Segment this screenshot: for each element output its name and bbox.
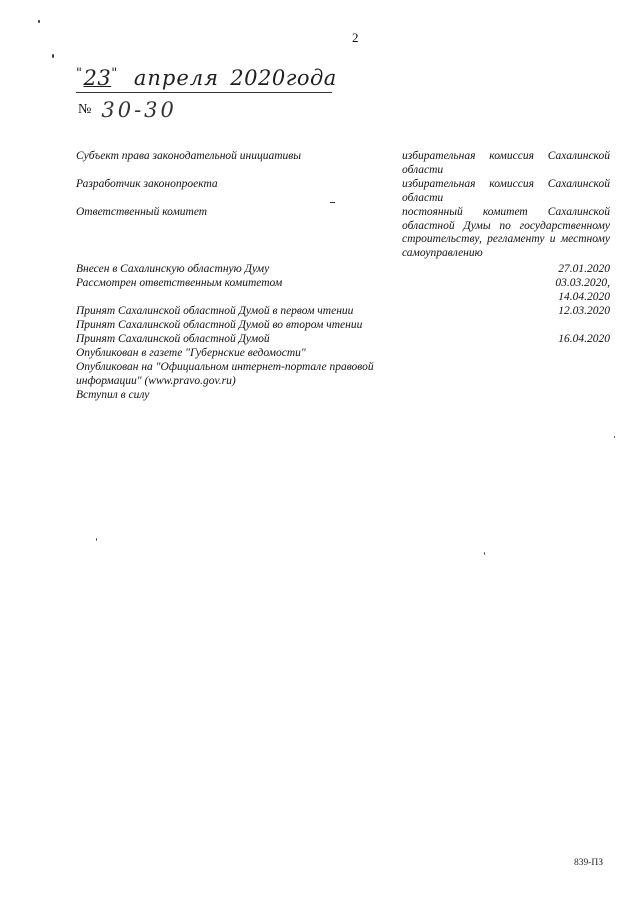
row-label: Рассмотрен ответственным комитетом [76,277,283,289]
date-underline [76,92,332,93]
row-label: Принят Сахалинской областной Думой во втором чтении [76,319,363,331]
scan-speck [330,202,335,203]
row-label: Внесен в Сахалинскую областную Думу [76,263,270,275]
handwritten-day: 23 [83,66,112,90]
handwritten-year: 2020года [230,66,337,90]
row-date: 16.04.2020 [558,333,610,345]
number-sign: № [78,102,92,117]
scan-speck [484,552,485,555]
handwritten-number: 30-30 [101,98,177,122]
row-label: Субъект права законодательной инициативы [76,150,302,162]
row-date: 27.01.2020 [558,263,610,275]
row-label: Принят Сахалинской областной Думой в первом чтении [76,305,354,317]
document-number [78,98,177,122]
quote-close: " [111,66,118,81]
row-label: Ответственный комитет [76,206,208,218]
row-label: Принят Сахалинской областной Думой [76,333,270,345]
row-label: Опубликован в газете "Губернские ведомости" [76,347,306,359]
scan-speck [38,20,40,23]
row-date: 12.03.2020 [558,305,610,317]
row-value: избирательная комиссия Сахалинской области [402,150,610,176]
page-number: 2 [352,30,359,45]
row-value: избирательная комиссия Сахалинской области [402,178,610,204]
row-label: Опубликован на "Официальном интернет-портале правовой информации" (www.pravo.gov.ru) [76,361,374,387]
row-label: Вступил в силу [76,389,150,401]
row-label: Разработчик законопроекта [76,178,218,190]
row-value: постоянный комитет Сахалинской областной Думы по государственному строительству, регламенту и местному самоуправлению [402,206,610,259]
handwritten-month: апреля [133,66,220,90]
scan-speck [52,54,54,58]
scan-speck [96,538,97,541]
row-date: 03.03.2020, [555,277,610,289]
quote-open: " [76,66,83,81]
scan-speck [614,436,615,438]
footer-code: 839-ПЗ [574,858,604,868]
row-date: 14.04.2020 [558,291,610,303]
